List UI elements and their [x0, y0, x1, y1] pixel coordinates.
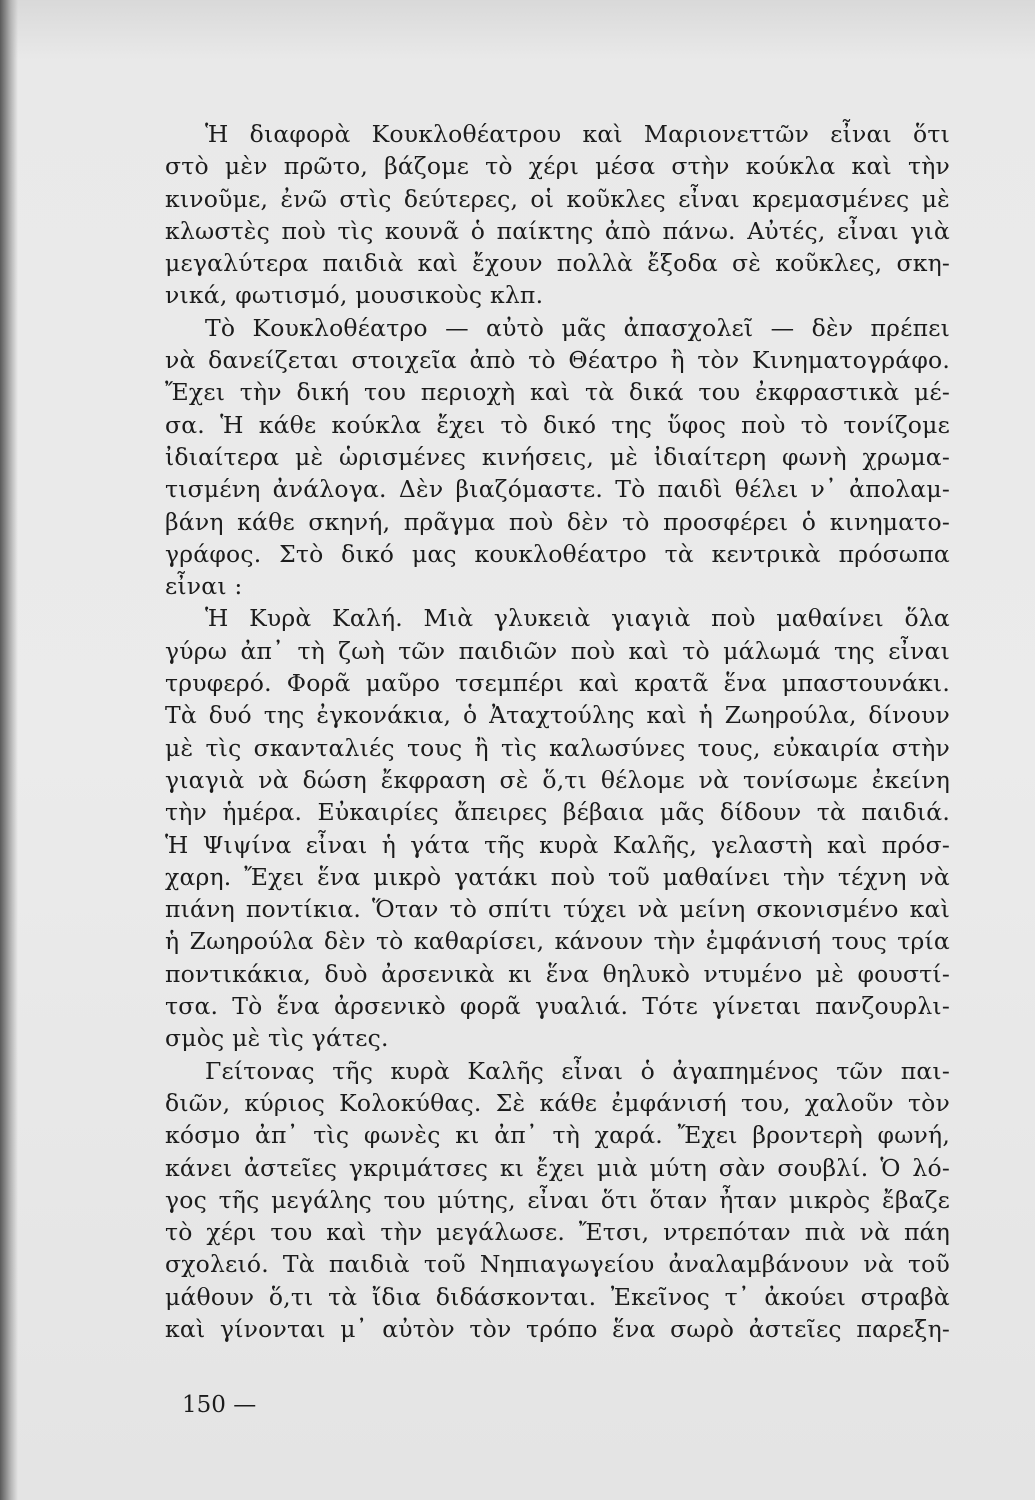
text-line: νὰ δανείζεται στοιχεῖα ἀπὸ τὸ Θέατρο ἢ τὸν Κινηματογράφο.	[165, 346, 950, 375]
paragraph-3	[165, 602, 950, 1054]
text-line: βάνη κάθε σκηνή, πρᾶγμα ποὺ δὲν τὸ προσφέρει ὁ κινηματο-	[165, 507, 950, 536]
text-line: Γείτονας τῆς κυρὰ Καλῆς εἶναι ὁ ἀγαπημένος τῶν παι-	[205, 1056, 950, 1085]
text-line: γιαγιὰ νὰ δώση ἔκφραση σὲ ὅ,τι θέλομε νὰ τονίσωμε ἐκείνη	[165, 765, 950, 794]
text-line: Ἡ Ψιψίνα εἶναι ἡ γάτα τῆς κυρὰ Καλῆς, γελαστὴ καὶ πρόσ-	[165, 830, 950, 859]
text-line: τσα. Τὸ ἕνα ἀρσενικὸ φορᾶ γυαλιά. Τότε γίνεται πανζουρλι-	[165, 992, 950, 1021]
text-line: κλωστὲς ποὺ τὶς κουνᾶ ὁ παίκτης ἀπὸ πάνω. Αὐτές, εἶναι γιὰ	[165, 216, 950, 245]
text-line: εἶναι :	[165, 572, 243, 601]
text-line: Ἔχει τὴν δική του περιοχὴ καὶ τὰ δικά του ἐκφραστικὰ μέ-	[165, 378, 950, 407]
text-line: Τὸ Κουκλοθέατρο — αὐτὸ μᾶς ἀπασχολεῖ — δὲν πρέπει	[205, 313, 950, 342]
text-line: γράφος. Στὸ δικό μας κουκλοθέατρο τὰ κεντρικὰ πρόσωπα	[165, 539, 950, 568]
text-line: σχολειό. Τὰ παιδιὰ τοῦ Νηπιαγωγείου ἀναλαμβάνουν νὰ τοῦ	[165, 1250, 950, 1279]
paragraph-4	[165, 1055, 950, 1346]
text-line: νικά, φωτισμό, μουσικοὺς κλπ.	[165, 281, 544, 310]
paragraph-1	[165, 118, 950, 312]
text-line: καὶ γίνονται μ᾽ αὐτὸν τὸν τρόπο ἕνα σωρὸ ἀστεῖες παρεξη-	[165, 1314, 950, 1343]
text-line: μεγαλύτερα παιδιὰ καὶ ἔχουν πολλὰ ἔξοδα σὲ κοῦκλες, σκη-	[165, 249, 950, 278]
text-line: γος τῆς μεγάλης του μύτης, εἶναι ὅτι ὅταν ἦταν μικρὸς ἔβαζε	[165, 1185, 950, 1214]
text-line: τὴν ἡμέρα. Εὐκαιρίες ἄπειρες βέβαια μᾶς δίδουν τὰ παιδιά.	[165, 798, 950, 827]
paragraph-2	[165, 312, 950, 603]
page-edge-shadow	[0, 0, 18, 1500]
text-line: τισμένη ἀνάλογα. Δὲν βιαζόμαστε. Τὸ παιδὶ θέλει ν᾽ ἀπολαμ-	[165, 475, 950, 504]
page-number: 150 —	[182, 1392, 257, 1418]
text-line: τὸ χέρι του καὶ τὴν μεγάλωσε. Ἔτσι, ντρεπόταν πιὰ νὰ πάη	[165, 1218, 950, 1247]
text-line: στὸ μὲν πρῶτο, βάζομε τὸ χέρι μέσα στὴν κούκλα καὶ τὴν	[165, 152, 950, 181]
text-line: μάθουν ὅ,τι τὰ ἴδια διδάσκονται. Ἐκεῖνος τ᾽ ἀκούει στραβὰ	[165, 1282, 950, 1311]
text-line: ἡ Ζωηρούλα δὲν τὸ καθαρίσει, κάνουν τὴν ἐμφάνισή τους τρία	[165, 927, 950, 956]
body-text	[165, 118, 950, 1345]
text-line: κινοῦμε, ἐνῶ στὶς δεύτερες, οἱ κοῦκλες εἶναι κρεμασμένες μὲ	[165, 184, 950, 213]
text-line: Ἡ διαφορὰ Κουκλοθέατρου καὶ Μαριονεττῶν εἶναι ὅτι	[205, 120, 950, 148]
text-line: σμὸς μὲ τὶς γάτες.	[165, 1024, 389, 1053]
text-line: κόσμο ἀπ᾽ τὶς φωνὲς κι ἀπ᾽ τὴ χαρά. Ἔχει βροντερὴ φωνή,	[165, 1121, 950, 1150]
text-line: Τὰ δυό της ἐγκονάκια, ὁ Ἀταχτούλης καὶ ἡ Ζωηρούλα, δίνουν	[165, 701, 950, 730]
text-line: γύρω ἀπ᾽ τὴ ζωὴ τῶν παιδιῶν ποὺ καὶ τὸ μάλωμά της εἶναι	[165, 636, 950, 665]
text-line: ἰδιαίτερα μὲ ὡρισμένες κινήσεις, μὲ ἰδιαίτερη φωνὴ χρωμα-	[165, 442, 950, 471]
text-line: ποντικάκια, δυὸ ἀρσενικὰ κι ἕνα θηλυκὸ ντυμένο μὲ φουστί-	[165, 959, 950, 988]
text-line: πιάνη ποντίκια. Ὅταν τὸ σπίτι τύχει νὰ μείνη σκονισμένο καὶ	[165, 895, 950, 924]
text-line: μὲ τὶς σκανταλιές τους ἢ τὶς καλωσύνες τους, εὐκαιρία στὴν	[165, 733, 950, 762]
text-line: σα. Ἡ κάθε κούκλα ἔχει τὸ δικό της ὕφος ποὺ τὸ τονίζομε	[165, 410, 950, 439]
text-line: τρυφερό. Φορᾶ μαῦρο τσεμπέρι καὶ κρατᾶ ἕνα μπαστουνάκι.	[165, 669, 950, 698]
text-line: διῶν, κύριος Κολοκύθας. Σὲ κάθε ἐμφάνισή του, χαλοῦν τὸν	[165, 1088, 950, 1117]
text-line: χαρη. Ἔχει ἕνα μικρὸ γατάκι ποὺ τοῦ μαθαίνει τὴν τέχνη νὰ	[165, 862, 950, 891]
text-line: κάνει ἀστεῖες γκριμάτσες κι ἔχει μιὰ μύτη σὰν σουβλί. Ὁ λό-	[165, 1153, 950, 1182]
text-line: Ἡ Κυρὰ Καλή. Μιὰ γλυκειὰ γιαγιὰ ποὺ μαθαίνει ὅλα	[205, 604, 950, 633]
